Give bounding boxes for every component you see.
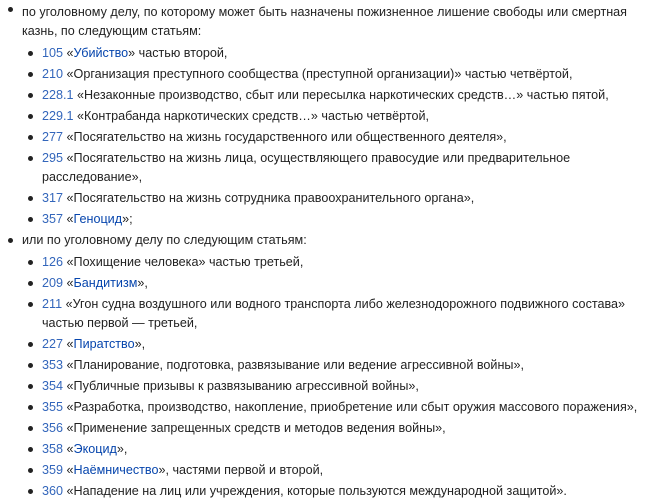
article-description: «Применение запрещенных средств и методов ведения войны», (63, 421, 446, 435)
article-description: «Посягательство на жизнь лица, осуществляющего правосудие или предварительное расследование», (42, 151, 571, 184)
bullet-icon (28, 93, 33, 98)
article-number-link[interactable]: 295 (42, 151, 64, 165)
article-title-link[interactable]: Убийство (73, 46, 129, 60)
bullet-icon (28, 281, 33, 286)
articles-list-group-2 (22, 253, 659, 501)
article-list-item (22, 419, 659, 438)
bullet-icon (28, 384, 33, 389)
article-number-link[interactable]: 211 (42, 297, 63, 311)
bullet-icon (8, 7, 13, 12)
article-description: «Публичные призывы к развязыванию агрессивной войны», (63, 379, 419, 393)
bullet-icon (28, 468, 33, 473)
article-description: «Посягательство на жизнь государственного или общественного деятеля», (63, 130, 507, 144)
article-number-link[interactable]: 229.1 (42, 109, 74, 123)
condition-item-life-or-death (0, 0, 659, 229)
article-number-link[interactable]: 359 (42, 463, 64, 477)
article-description-tail: », (134, 337, 146, 351)
condition-intro-text: или по уголовному делу по следующим статьям: (22, 233, 307, 247)
article-list-item (22, 274, 659, 293)
article-number-link[interactable]: 227 (42, 337, 64, 351)
article-description: «Посягательство на жизнь сотрудника правоохранительного органа», (63, 191, 475, 205)
bullet-icon (28, 51, 33, 56)
article-description: «Похищение человека» частью третьей, (63, 255, 304, 269)
bullet-icon (28, 302, 33, 307)
bullet-icon (28, 260, 33, 265)
article-list-item (22, 149, 659, 187)
article-list-item (22, 398, 659, 417)
article-list-item (22, 210, 659, 229)
article-description-tail: »; (122, 212, 133, 226)
article-quote-open: « (63, 442, 74, 456)
article-list-item (22, 65, 659, 84)
article-number-link[interactable]: 105 (42, 46, 64, 60)
article-number-link[interactable]: 126 (42, 255, 64, 269)
bullet-icon (28, 405, 33, 410)
article-list-item (22, 295, 659, 333)
article-title-link[interactable]: Бандитизм (73, 276, 138, 290)
article-list-item (22, 253, 659, 272)
bullet-icon (28, 135, 33, 140)
article-description-tail: », (116, 442, 128, 456)
article-list-item (22, 44, 659, 63)
article-quote-open: « (63, 276, 74, 290)
condition-intro-text: по уголовному делу, по которому может быть назначены пожизненное лишение свободы или смертная казнь, по следующим статьям: (22, 5, 628, 38)
article-number-link[interactable]: 210 (42, 67, 64, 81)
article-number-link[interactable]: 360 (42, 484, 64, 498)
article-list-item (22, 482, 659, 501)
bullet-icon (28, 363, 33, 368)
bullet-icon (28, 72, 33, 77)
article-list-item (22, 461, 659, 480)
bullet-icon (28, 156, 33, 161)
article-quote-open: « (63, 337, 74, 351)
articles-list-group-1 (22, 44, 659, 229)
article-description: «Угон судна воздушного или водного транспорта либо железнодорожного подвижного состава» частью первой — третьей, (42, 297, 626, 330)
article-description: «Планирование, подготовка, развязывание или ведение агрессивной войны», (63, 358, 524, 372)
article-list-item (22, 86, 659, 105)
article-number-link[interactable]: 228.1 (42, 88, 74, 102)
article-list-item (22, 377, 659, 396)
article-number-link[interactable]: 277 (42, 130, 64, 144)
article-quote-open: « (63, 212, 74, 226)
article-number-link[interactable]: 209 (42, 276, 64, 290)
article-number-link[interactable]: 355 (42, 400, 64, 414)
article-number-link[interactable]: 354 (42, 379, 64, 393)
article-description: «Контрабанда наркотических средств…» частью четвёртой, (73, 109, 430, 123)
condition-item-other-articles (0, 231, 659, 501)
article-description-tail: », частями первой и второй, (158, 463, 324, 477)
article-title-link[interactable]: Пиратство (73, 337, 135, 351)
article-number-link[interactable]: 317 (42, 191, 64, 205)
bullet-icon (28, 196, 33, 201)
article-description: «Разработка, производство, накопление, приобретение или сбыт оружия массового поражения», (63, 400, 638, 414)
bullet-icon (28, 217, 33, 222)
article-number-link[interactable]: 358 (42, 442, 64, 456)
article-list-item (22, 128, 659, 147)
article-description-tail: » частью второй, (128, 46, 228, 60)
article-description: «Нападение на лиц или учреждения, которые пользуются международной защитой». (63, 484, 567, 498)
article-description: «Незаконные производство, сбыт или пересылка наркотических средств…» частью пятой, (73, 88, 609, 102)
article-list-item (22, 356, 659, 375)
article-title-link[interactable]: Наёмничество (73, 463, 159, 477)
article-description: «Организация преступного сообщества (преступной организации)» частью четвёртой, (63, 67, 573, 81)
article-quote-open: « (63, 46, 74, 60)
article-number-link[interactable]: 356 (42, 421, 64, 435)
bullet-icon (28, 426, 33, 431)
article-quote-open: « (63, 463, 74, 477)
bullet-icon (28, 489, 33, 494)
article-list-item (22, 107, 659, 126)
article-number-link[interactable]: 353 (42, 358, 64, 372)
article-number-link[interactable]: 357 (42, 212, 64, 226)
bullet-icon (28, 342, 33, 347)
article-list-item (22, 335, 659, 354)
article-description-tail: », (137, 276, 148, 290)
article-title-link[interactable]: Экоцид (73, 442, 117, 456)
article-list-item (22, 189, 659, 208)
bullet-icon (8, 238, 13, 243)
bullet-icon (28, 114, 33, 119)
article-title-link[interactable]: Геноцид (73, 212, 123, 226)
